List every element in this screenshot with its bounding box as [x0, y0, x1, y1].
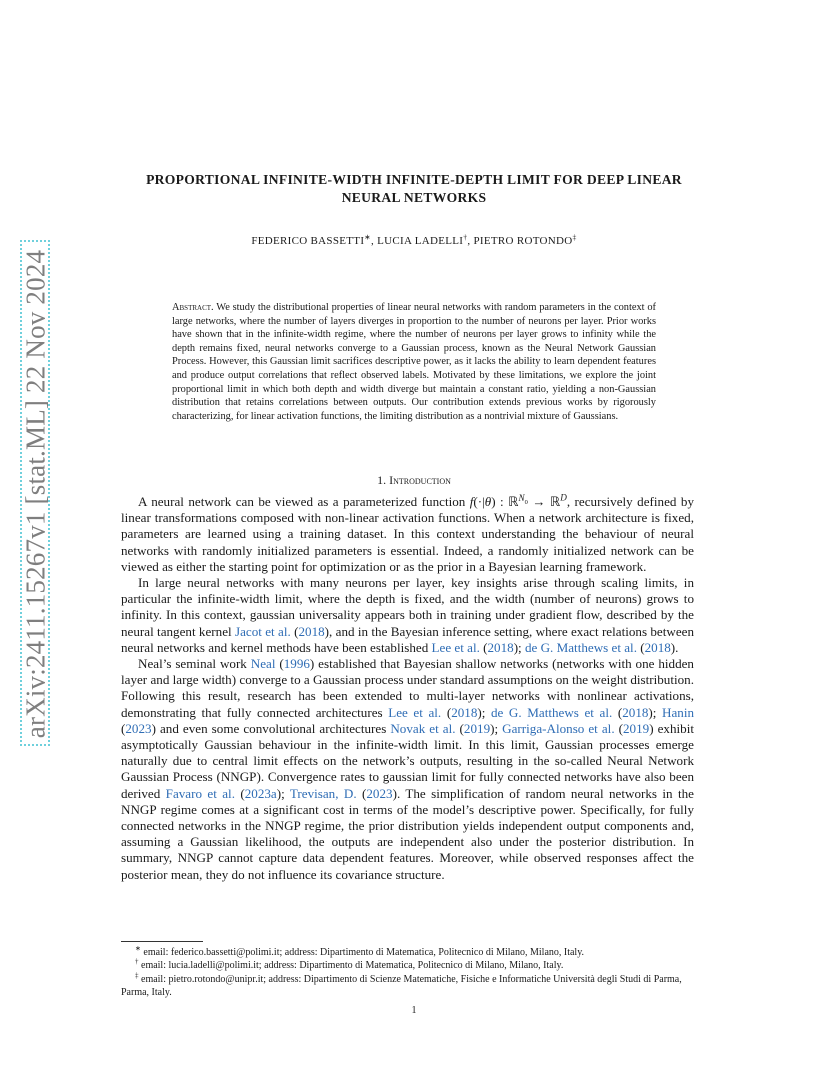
footnote-1: [121, 946, 694, 959]
abstract-text: We study the distributional properties of linear neural networks with random parameters in the context of large networks, where the number of layers diverges in proportion to the number of neurons per layer. Prior works have shown that in the infinite-width regime, where the number of neurons per layer grows to infinity while the depth remains fixed, neural networks converge to a Gaussian process, known as the Neural Network Gaussian Process. However, this Gaussian limit sacrifices descriptive power, as it lacks the ability to learn dependent features and produce output correlations that reflect observed labels. Motivated by these limitations, we explore the joint proportional limit in which both depth and width diverge but maintain a constant ratio, yielding a non-Gaussian distribution that retains correlations between outputs. Our contribution extends previous works by rigorously characterizing, for linear activation functions, the limiting distribution as a nontrivial mixture of Gaussians.: [172, 302, 656, 422]
citation-trevisan[interactable]: Trevisan, D.: [289, 785, 357, 801]
citation-novak[interactable]: Novak et al.: [390, 720, 456, 736]
paragraph-3: Neal’s seminal work Neal (1996) established that Bayesian shallow networks (networks with one hidden layer and large width) converge to a Gaussian process under standard assumptions on the weight distribution. Following this result, research has been extended to multi-layer networks with nonlinear activations, demonstrating that fully connected architectures Lee et al. (2018); de G. Matthews et al. (2018); Hanin (2023) and even some convolutional architectures Novak et al. (2019); Garriga-Alonso et al. (2019) exhibit asymptotically Gaussian behaviour in the infinite-width limit. In this limit, Gaussian processes emerge naturally due to central limit effects on the network’s outputs, resulting in the so-called Neural Network Gaussian Process (NNGP). Convergence rates to gaussian limit for fully connected networks have also been derived Favaro et al. (2023a); Trevisan, D. (2023). The simplification of random neural networks in the NNGP regime comes at a significant cost in terms of the model’s descriptive power. Specifically, for fully connected networks in the NNGP regime, the prior distribution yields independent output components and, assuming a Gaussian likelihood, the outputs are independent also under the posterior distribution. In summary, NNGP cannot capture data dependent features. Moreover, while observed responses affect the posterior mean, they do not influence its covariance structure.: [121, 656, 694, 882]
citation-lee-2[interactable]: Lee et al.: [388, 704, 442, 720]
section-number: 1.: [377, 473, 387, 487]
author-1: FEDERICO BASSETTI: [251, 235, 365, 247]
footnotes: [121, 946, 694, 1000]
citation-jacot[interactable]: Jacot et al.: [235, 623, 291, 639]
paragraph-3-text-b: established that Bayesian shallow networks (networks with one hidden layer and large width) converge to a Gaussian process under standard assumptions on the weight distribution. Following this result, research has been extended to multi-layer networks with nonlinear activations, demonstrating that fully connected architectures: [121, 656, 694, 720]
paragraph-3-text-d: exhibit asymptotically Gaussian behaviour in the infinite-width limit. In this limit, Gaussian processes emerge naturally due to central limit effects on the network’s outputs, resulting in the so-called Neural Network Gaussian Process (NNGP). Convergence rates to gaussian limit for fully connected networks have also been derived: [121, 720, 694, 801]
citation-novak-year[interactable]: 2019: [463, 720, 491, 736]
arxiv-sidebar: [20, 240, 52, 748]
paragraph-3-text-a: Neal’s seminal work: [138, 656, 251, 672]
citation-trevisan-year[interactable]: 2023: [366, 785, 393, 801]
paragraph-1: [121, 494, 694, 575]
citation-hanin[interactable]: Hanin: [662, 704, 694, 720]
footnote-3-mark: ‡: [135, 971, 139, 980]
citation-garriga-alonso-year[interactable]: 2019: [623, 720, 650, 736]
section-heading: [120, 473, 708, 488]
citation-matthews-year[interactable]: 2018: [644, 639, 671, 655]
author-3: PIETRO ROTONDO: [473, 235, 573, 247]
footnote-3: [121, 973, 694, 1000]
paragraph-1-text-a: A neural network can be viewed as a parameterized function: [138, 494, 470, 509]
citation-favaro[interactable]: Favaro et al.: [165, 785, 235, 801]
citation-matthews[interactable]: de G. Matthews et al.: [524, 639, 637, 655]
footnote-1-mark: ∗: [135, 944, 141, 953]
citation-neal[interactable]: Neal: [250, 656, 276, 672]
paragraph-1-text-b: , recursively defined by linear transformations composed with non-linear activation functions. When a network architecture is fixed, parameters are learned using a training dataset. In this context understanding the behaviour of neural networks with randomly initialized parameters is essential. Indeed, a randomly initialized network can be viewed as either the starting point for optimization or as the prior in a Bayesian learning framework.: [121, 494, 694, 574]
function-formula: f(·|θ) : ℝ$^{N_0}$ → ℝ$^D$: [469, 492, 567, 509]
page-number: 1: [411, 1005, 417, 1016]
citation-garriga-alonso[interactable]: Garriga-Alonso et al.: [502, 720, 615, 736]
paragraph-2-text-a: In large neural networks with many neurons per layer, key insights arise through scaling limits, in particular the infinite-width limit, where the depth is fixed, and the width (number of neurons) grows to infinity. In this context, gaussian universality appears both in training under gradient flow, described by the neural tangent kernel: [121, 575, 694, 639]
footnote-3-text: email: pietro.rotondo@unipr.it; address: Dipartimento di Scienze Matematiche, Fisiche e Informatiche Università degli Studi di Parma, Parma, Italy.: [121, 973, 682, 999]
footnote-1-text: email: federico.bassetti@polimi.it; address: Dipartimento di Matematica, Politecnico di Milano, Milano, Italy.: [140, 947, 585, 958]
author-list: FEDERICO BASSETTI∗, LUCIA LADELLI†, PIETRO ROTONDO‡: [251, 232, 577, 247]
author-2-mark[interactable]: †: [463, 232, 468, 242]
author-1-mark[interactable]: ∗: [364, 232, 372, 242]
citation-hanin-year[interactable]: 2023: [125, 720, 152, 736]
abstract: [172, 301, 656, 423]
footnote-rule: [121, 941, 203, 942]
footnote-2: [121, 959, 694, 972]
paper-title: PROPORTIONAL INFINITE-WIDTH INFINITE-DEPTH LIMIT FOR DEEP LINEAR NEURAL NETWORKS: [146, 172, 682, 205]
paragraph-3-text-c: and even some convolutional architectures: [155, 720, 391, 736]
citation-lee-2-year[interactable]: 2018: [451, 704, 478, 720]
body-text: [121, 494, 694, 883]
author-2: LUCIA LADELLI: [377, 235, 464, 247]
arxiv-identifier[interactable]: arXiv:2411.15267v1 [stat.ML] 22 Nov 2024: [20, 249, 51, 739]
abstract-label: Abstract.: [172, 302, 214, 313]
citation-lee[interactable]: Lee et al.: [431, 639, 480, 655]
author-3-mark[interactable]: ‡: [572, 232, 577, 242]
citation-matthews-2-year[interactable]: 2018: [622, 704, 649, 720]
citation-matthews-2[interactable]: de G. Matthews et al.: [490, 704, 613, 720]
paragraph-2-text-b: , and in the Bayesian inference setting, where exact relations between neural networks and kernel methods have been established: [121, 623, 694, 655]
paragraph-3-text-e: . The simplification of random neural networks in the NNGP regime comes at a significant cost in terms of the model’s descriptive power. Specifically, for fully connected networks in the NNGP regime, the prior distribution yields independent output components and, assuming a Gaussian likelihood, the outputs are independent also under the posterior distribution. In summary, NNGP cannot capture data dependent features. Moreover, while observed responses affect the posterior mean, they do not influence its covariance structure.: [121, 785, 694, 882]
citation-jacot-year[interactable]: 2018: [298, 623, 325, 639]
citation-neal-year[interactable]: 1996: [283, 656, 310, 672]
paragraph-2: In large neural networks with many neurons per layer, key insights arise through scaling limits, in particular the infinite-width limit, where the depth is fixed, and the width (number of neurons) grows to infinity. In this context, gaussian universality appears both in training under gradient flow, described by the neural tangent kernel Jacot et al. (2018), and in the Bayesian inference setting, where exact relations between neural networks and kernel methods have been established Lee et al. (2018); de G. Matthews et al. (2018).: [121, 575, 694, 655]
footnote-2-text: email: lucia.ladelli@polimi.it; address: Dipartimento di Matematica, Politecnico di Milano, Milano, Italy.: [138, 960, 564, 972]
section-title: Introduction: [389, 473, 451, 487]
footnote-2-mark: †: [135, 958, 139, 967]
citation-favaro-year[interactable]: 2023a: [244, 785, 277, 801]
citation-lee-year[interactable]: 2018: [487, 639, 514, 655]
